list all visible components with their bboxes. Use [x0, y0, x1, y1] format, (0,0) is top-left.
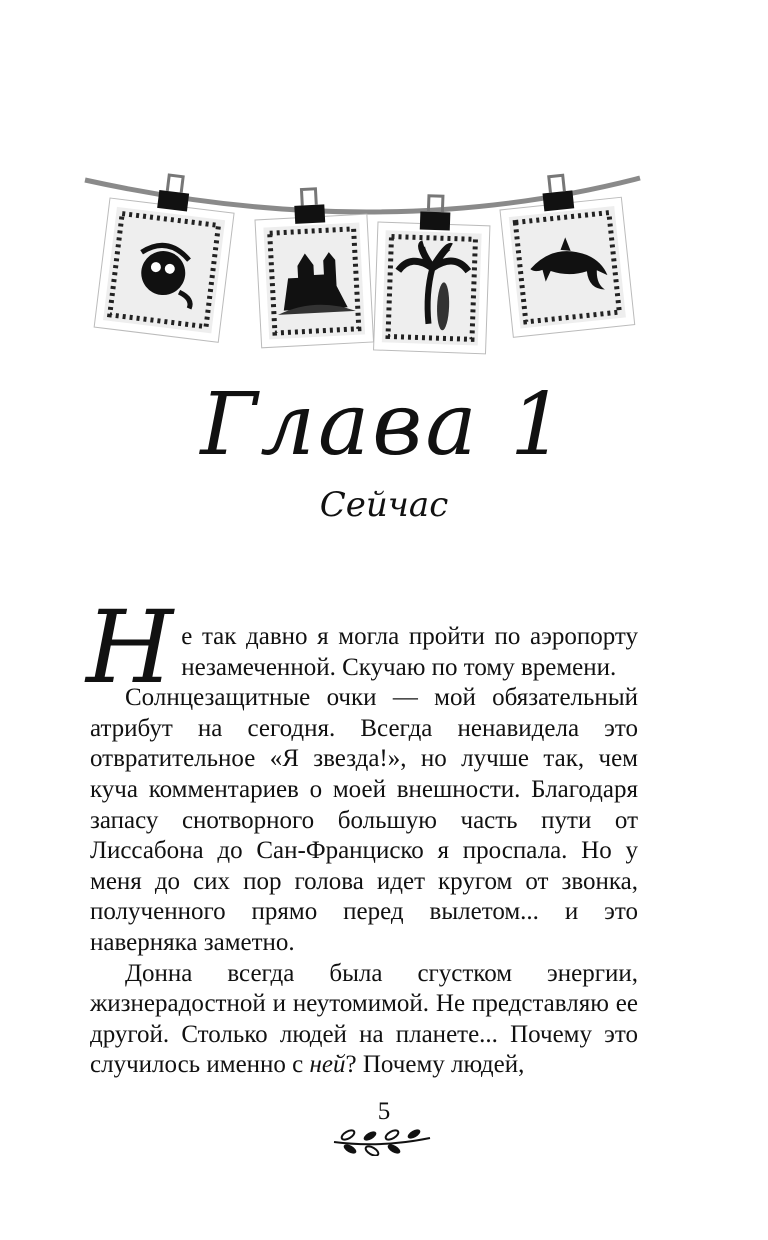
paragraph	[90, 959, 638, 1081]
emphasis-text: ней	[309, 1051, 346, 1079]
photo-garland-illustration	[80, 170, 680, 360]
chapter-subtitle: Сейчас	[319, 485, 449, 525]
paragraph	[86, 589, 638, 706]
photo-frame	[94, 170, 238, 342]
page-number: 5	[377, 1098, 391, 1125]
photo-frame	[497, 170, 635, 337]
paragraph-text: Донна всегда была сгустком энергии, жизнерадостной и неутомимой. Не представляю ее другой. Столько людей на планете... Почему это случилось именно с	[90, 959, 638, 1079]
paragraph: Солнцезащитные очки — мой обязательный атрибут на сегодня. Всегда ненавидела это отвратительное «Я звезда!», но лучше так, чем куча комментариев о моей внешности. Благодаря запасу снотворного большую часть пути от Лиссабона до Сан-Франциско я проспала. Но у меня до сих пор голова идет кругом от звонка, полученного прямо перед вылетом... и это наверняка заметно.	[90, 684, 638, 956]
paragraph-text: е так давно я могла пройти по аэропорту незамеченной. Скучаю по тому времени.	[181, 623, 638, 681]
leaf-sprig-ornament	[326, 1126, 436, 1156]
photo-frame	[374, 194, 491, 354]
body-text	[86, 589, 638, 1081]
drop-cap: Н	[86, 589, 174, 706]
paragraph-text: ? Почему людей,	[345, 1051, 525, 1079]
chapter-title: Глава 1	[200, 375, 568, 475]
